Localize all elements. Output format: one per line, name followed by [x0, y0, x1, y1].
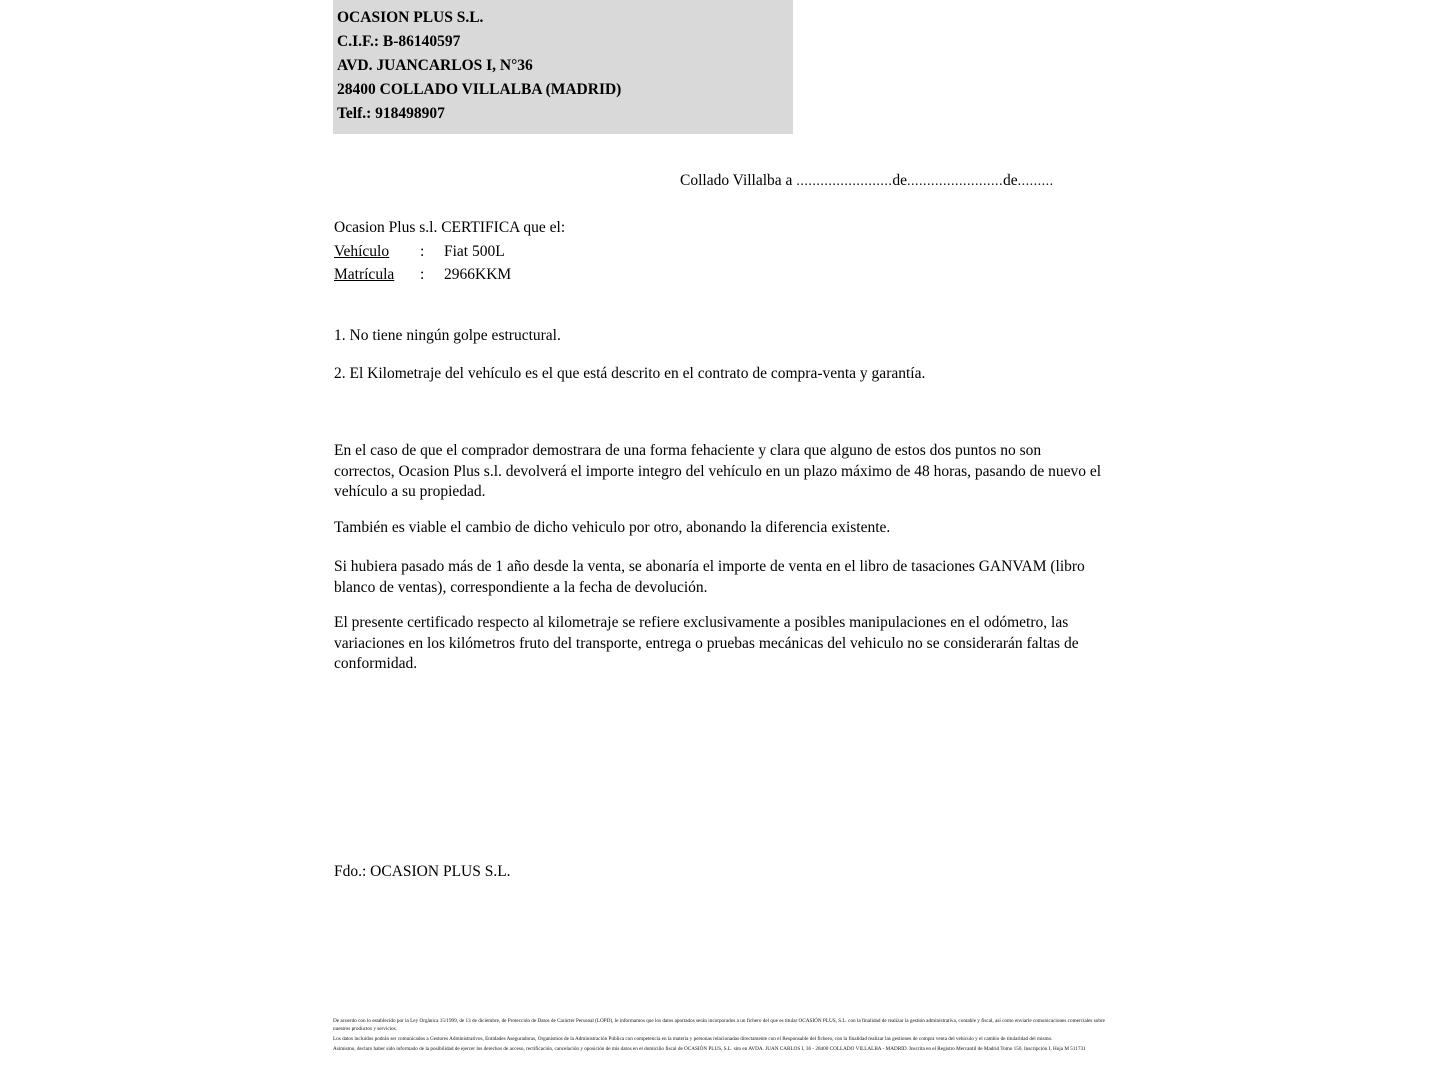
date-blank-day: ........................ [796, 174, 893, 189]
company-city: 28400 COLLADO VILLALBA (MADRID) [337, 81, 622, 98]
date-line [680, 171, 1054, 192]
legal-paragraph-1: De acuerdo con lo establecido por la Ley Orgánica 15/1999, de 13 de diciembre, de Protección de Datos de Carácter Personal (LOPD), le informamos que los datos aportados serán incorporados a un fichero del que es titular OCASIÓN PLUS, S.L. con la finalidad de realizar la gestión administrativa, contable y fiscal, así como enviarle comunicaciones comerciales sobre nuestros productos y servicios. [333, 1018, 1105, 1032]
plate-separator: : [420, 266, 425, 283]
vehicle-separator: : [420, 242, 425, 260]
company-cif: C.I.F.: B-86140597 [337, 33, 461, 50]
plate-label: Matrícula [334, 266, 395, 283]
vehicle-label: Vehículo [334, 242, 390, 260]
company-header-block [333, 0, 793, 134]
certifies-intro: Ocasion Plus s.l. CERTIFICA que el: [334, 219, 566, 236]
certified-point-2: 2. El Kilometraje del vehículo es el que está descrito en el contrato de compra-venta y garantía. [334, 365, 926, 382]
plate-row [334, 263, 565, 287]
date-de-1: de [892, 172, 907, 189]
signature-line: Fdo.: OCASION PLUS S.L. [334, 863, 511, 880]
body-paragraph-2: También es viable el cambio de dicho vehiculo por otro, abonando la diferencia existente. [334, 519, 891, 536]
certified-point-1: 1. No tiene ningún golpe estructural. [334, 327, 561, 344]
company-phone: Telf.: 918498907 [337, 105, 445, 122]
certifies-block [334, 216, 565, 287]
body-paragraph-4: El presente certificado respecto al kilometraje se refiere exclusivamente a posibles manipulaciones en el odómetro, las variaciones en los kilómetros fruto del transporte, entrega o pruebas mecánicas del vehiculo no se considerarán faltas de conformidad. [334, 614, 1079, 672]
legal-paragraph-2: Los datos incluidos podrán ser comunicados a Gestores Administrativos, Entidades Aseguradoras, Organismos de la Administración Pública con competencia en la materia y personas relacionadas directamente con el Responsable del fichero, con la finalidad realizar las gestiones de compra venta del vehículo y el cambio de titularidad del mismo. [333, 1035, 1053, 1042]
vehicle-value: Fiat 500L [444, 242, 505, 260]
vehicle-row [334, 240, 565, 264]
plate-value: 2966KKM [444, 266, 512, 283]
date-blank-year: ......... [1017, 174, 1054, 189]
body-paragraph-1: En el caso de que el comprador demostrara de una forma fehaciente y clara que alguno de estos dos puntos no son correctos, Ocasion Plus s.l. devolverá el importe integro del vehículo en un plazo máximo de 48 horas, pasando de nuevo el vehículo a su propiedad. [334, 442, 1102, 500]
company-address: AVD. JUANCARLOS I, N°36 [337, 57, 533, 74]
date-line-prefix: Collado Villalba a [680, 172, 793, 189]
company-name: OCASION PLUS S.L. [337, 9, 484, 26]
body-paragraph-3: Si hubiera pasado más de 1 año desde la venta, se abonaría el importe de venta en el libro de tasaciones GANVAM (libro blanco de ventas), correspondiente a la fecha de devolución. [334, 558, 1085, 596]
date-blank-month: ........................ [906, 174, 1003, 189]
legal-paragraph-3: Asimismo, declaro haber sido informado de la posibilidad de ejercer los derechos de acceso, rectificación, cancelación y oposición de mis datos en el domicilio fiscal de OCASIÓN PLUS, S.L. sito en AVDA. JUAN CARLOS I, 36 - 28400 COLLADO VILLALBA - MADRID. Inscrita en el Registro Mercantil de Madrid Tomo 150, Inscripción I, Hoja M 511731 [333, 1045, 1086, 1052]
date-de-2: de [1002, 172, 1018, 189]
legal-footer [333, 1018, 1105, 1056]
